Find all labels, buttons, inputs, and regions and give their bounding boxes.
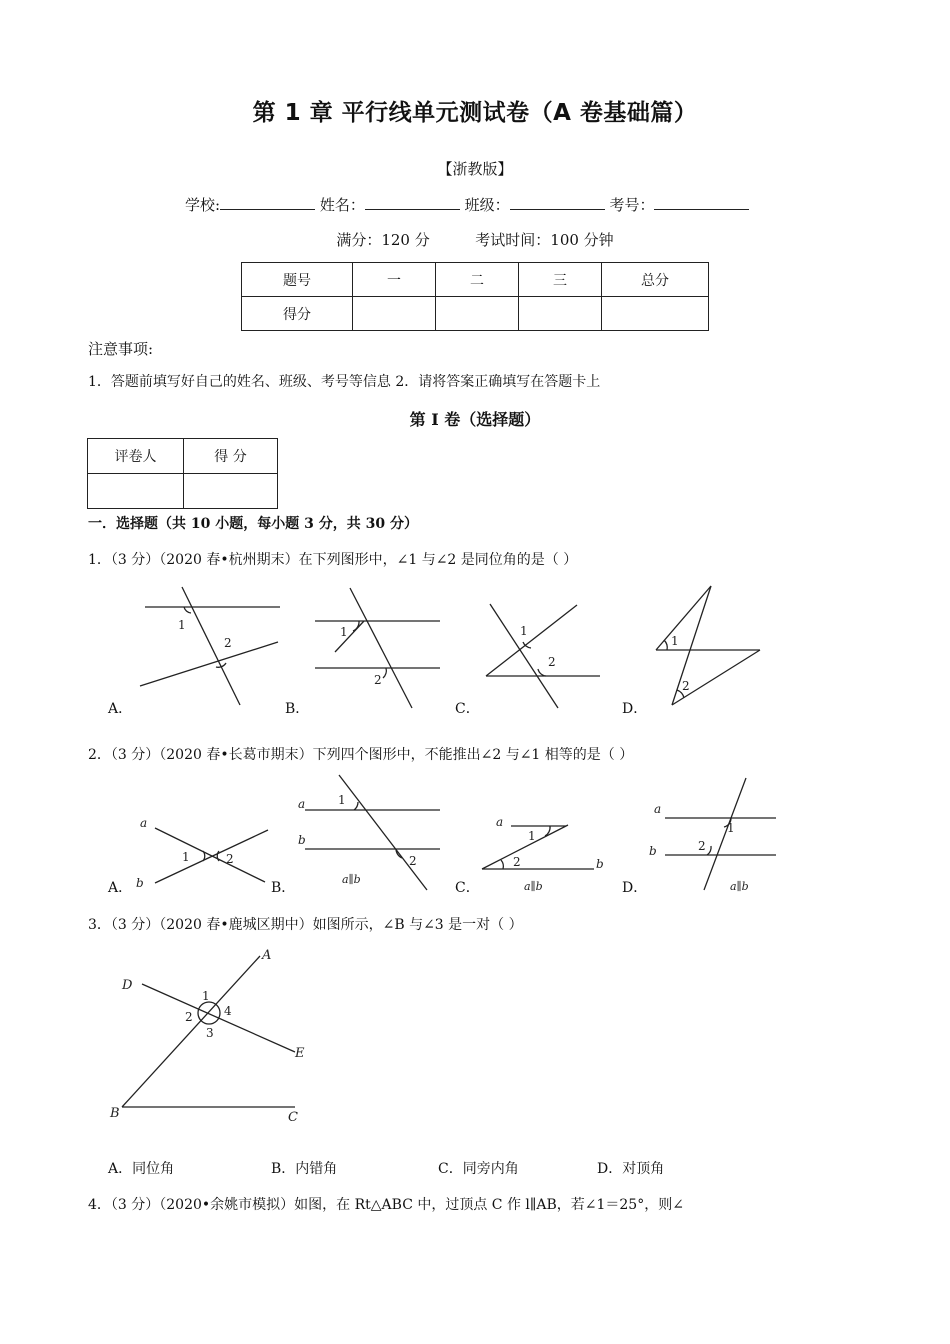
transversal xyxy=(350,588,412,708)
option-a[interactable]: A． xyxy=(108,701,133,717)
angle-label: 2 xyxy=(698,839,706,853)
angle-label: 2 xyxy=(185,1010,193,1024)
question-2-figures xyxy=(100,770,790,895)
angle-label: 1 xyxy=(338,793,346,807)
score-table xyxy=(241,262,709,331)
option-c[interactable]: C． xyxy=(455,701,480,717)
line-ba xyxy=(122,956,260,1107)
option-a[interactable]: A．同位角 xyxy=(108,1161,175,1177)
point-label-c: C xyxy=(288,1110,298,1125)
notes-text: 1．答题前填写好自己的姓名、班级、考号等信息 2．请将答案正确填写在答题卡上 xyxy=(88,374,601,390)
line-label: b xyxy=(136,876,144,890)
angle-label: 1 xyxy=(528,829,536,843)
line-label: a xyxy=(496,815,504,829)
class-field[interactable] xyxy=(510,195,605,210)
name-label: 姓名： xyxy=(319,196,365,214)
option-d[interactable]: D． xyxy=(622,880,648,896)
parallel-note: a∥b xyxy=(342,873,361,886)
line xyxy=(486,605,577,676)
question-1-figures xyxy=(100,578,780,718)
exam-time: 考试时间：100 分钟 xyxy=(475,231,614,249)
angle-arc xyxy=(501,860,503,869)
grader-header: 评卷人 xyxy=(88,439,184,474)
score-header-cell: 三 xyxy=(519,263,602,297)
line-label: b xyxy=(298,833,306,847)
angle-label: 1 xyxy=(182,850,190,864)
angle-label: 2 xyxy=(374,673,382,687)
exam-no-label: 考号： xyxy=(609,196,655,214)
angle-label: 1 xyxy=(178,618,186,632)
score-cell[interactable] xyxy=(436,297,519,331)
part1-title: 第 I 卷（选择题） xyxy=(409,410,541,429)
page-title: 第 1 章 平行线单元测试卷（A 卷基础篇） xyxy=(252,100,698,126)
option-d[interactable]: D． xyxy=(622,701,648,717)
angle-label: 1 xyxy=(727,821,735,835)
angle-arc xyxy=(707,846,711,855)
angle-label: 2 xyxy=(513,855,521,869)
point-label-e: E xyxy=(295,1046,305,1061)
question-1-text: 1．（3 分）（2020 春•杭州期末）在下列图形中，∠1 与∠2 是同位角的是（ ） xyxy=(88,552,578,568)
transversal xyxy=(704,778,746,890)
angle-arc xyxy=(664,640,667,650)
question-3-figure xyxy=(100,940,340,1130)
score-row-label: 得分 xyxy=(242,297,353,331)
option-d[interactable]: D．对顶角 xyxy=(597,1161,665,1177)
angle-label: 2 xyxy=(224,636,232,650)
line xyxy=(140,642,278,686)
parallel-note: a∥b xyxy=(524,880,543,893)
line-label: a xyxy=(298,797,306,811)
score-cell[interactable] xyxy=(353,297,436,331)
school-label: 学校: xyxy=(185,196,221,214)
option-a[interactable]: A． xyxy=(108,880,133,896)
angle-label: 2 xyxy=(682,679,690,693)
grader-table xyxy=(87,438,278,509)
angle-label: 1 xyxy=(520,624,528,638)
notes-heading: 注意事项: xyxy=(88,340,154,358)
angle-label: 1 xyxy=(202,989,210,1003)
score-header-cell: 二 xyxy=(436,263,519,297)
grader-cell[interactable] xyxy=(88,474,184,509)
point-label-a: A xyxy=(262,948,272,963)
line-label: a xyxy=(140,816,148,830)
score-cell[interactable] xyxy=(602,297,709,331)
angle-circle xyxy=(198,1002,220,1024)
angle-arc xyxy=(184,607,191,613)
option-c[interactable]: C． xyxy=(455,880,480,896)
angle-label: 2 xyxy=(226,852,234,866)
student-info-line xyxy=(185,194,749,215)
line xyxy=(672,650,760,705)
line-label: b xyxy=(596,857,604,871)
name-field[interactable] xyxy=(365,195,460,210)
question-2-text: 2．（3 分）（2020 春•长葛市期末）下列四个图形中，不能推出∠2 与∠1 相等的是（ ） xyxy=(88,747,634,763)
point-label-b: B xyxy=(110,1106,120,1121)
angle-label: 1 xyxy=(671,634,679,648)
angle-arc xyxy=(523,642,531,648)
angle-arc xyxy=(203,851,205,861)
option-c[interactable]: C．同旁内角 xyxy=(438,1161,519,1177)
angle-label: 4 xyxy=(224,1004,232,1018)
option-b[interactable]: B．内错角 xyxy=(271,1161,338,1177)
score-cell[interactable] xyxy=(184,474,278,509)
question-4-text: 4．（3 分）（2020•余姚市模拟）如图，在 Rt△ABC 中，过顶点 C 作 l∥AB，若∠1＝25°，则∠ xyxy=(88,1197,684,1213)
school-field[interactable] xyxy=(220,195,315,210)
question-3-text: 3．（3 分）（2020 春•鹿城区期中）如图所示，∠B 与∠3 是一对（ ） xyxy=(88,917,523,933)
score-header-cell: 总分 xyxy=(602,263,709,297)
score-header: 得 分 xyxy=(184,439,278,474)
angle-label: 2 xyxy=(548,655,556,669)
angle-arc xyxy=(383,668,386,678)
exam-no-field[interactable] xyxy=(654,195,749,210)
score-header-cell: 一 xyxy=(353,263,436,297)
option-b[interactable]: B． xyxy=(271,880,296,896)
angle-arc xyxy=(353,621,359,631)
parallel-note: a∥b xyxy=(730,880,749,893)
line xyxy=(482,825,568,869)
line-label: a xyxy=(654,802,662,816)
option-b[interactable]: B． xyxy=(285,701,310,717)
edition-label: 【浙教版】 xyxy=(437,160,513,178)
angle-arc xyxy=(538,669,546,676)
line xyxy=(155,828,265,882)
section-heading: 一．选择题（共 10 小题，每小题 3 分，共 30 分） xyxy=(88,516,418,532)
point-label-d: D xyxy=(122,978,133,993)
angle-label: 3 xyxy=(206,1026,214,1040)
score-header-cell: 题号 xyxy=(242,263,353,297)
angle-arc xyxy=(354,802,358,810)
class-label: 班级： xyxy=(464,196,510,214)
score-cell[interactable] xyxy=(519,297,602,331)
angle-label: 2 xyxy=(409,854,417,868)
exam-meta xyxy=(0,229,950,250)
line-label: b xyxy=(649,844,657,858)
full-marks: 满分：120 分 xyxy=(336,231,430,249)
angle-label: 1 xyxy=(340,625,348,639)
